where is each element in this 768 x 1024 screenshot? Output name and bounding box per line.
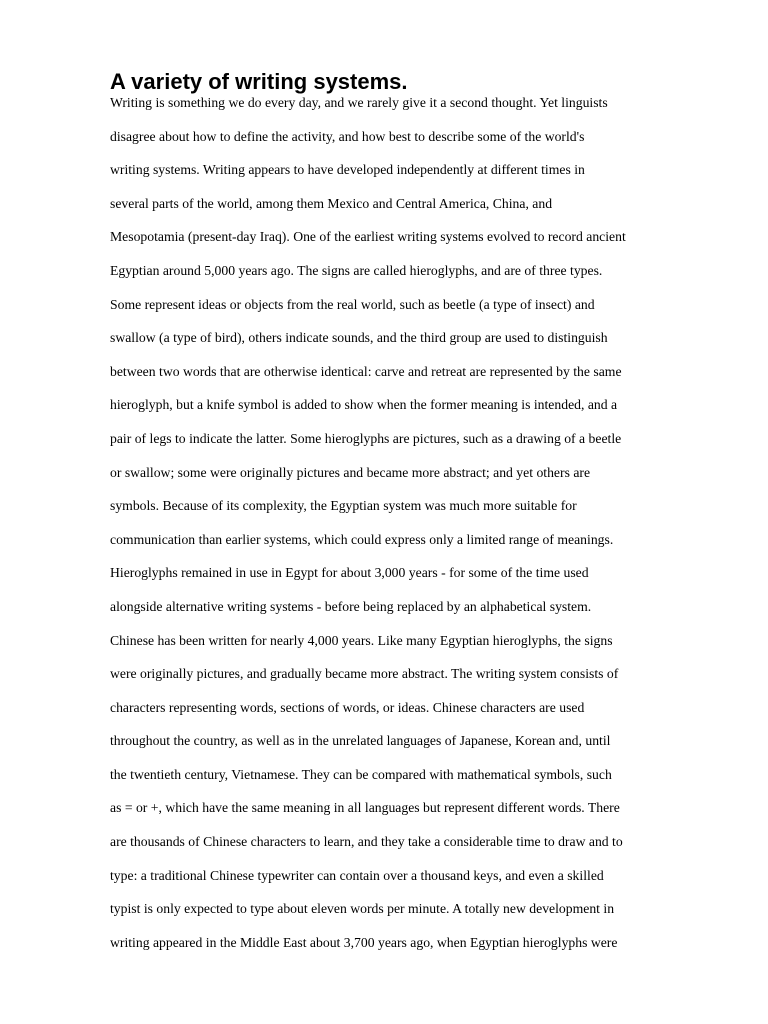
document-body (110, 92, 710, 965)
body-text-line: writing systems. Writing appears to have developed independently at different times in (110, 162, 585, 178)
document-title: A variety of writing systems. (110, 69, 408, 94)
body-text-line: are thousands of Chinese characters to learn, and they take a considerable time to draw and to (110, 834, 623, 850)
body-text-line: throughout the country, as well as in the unrelated languages of Japanese, Korean and, until (110, 733, 611, 749)
body-text-line: disagree about how to define the activity, and how best to describe some of the world's (110, 128, 585, 144)
body-text-line: Chinese has been written for nearly 4,000 years. Like many Egyptian hieroglyphs, the signs (110, 632, 613, 648)
body-text-line: symbols. Because of its complexity, the Egyptian system was much more suitable for (110, 498, 577, 514)
body-text-line: as = or +, which have the same meaning in all languages but represent different words. There (110, 800, 620, 816)
body-text-line: the twentieth century, Vietnamese. They can be compared with mathematical symbols, such (110, 766, 612, 782)
body-text-line: between two words that are otherwise identical: carve and retreat are represented by the same (110, 363, 622, 379)
body-text-line: communication than earlier systems, which could express only a limited range of meanings. (110, 531, 614, 547)
body-text-line: hieroglyph, but a knife symbol is added to show when the former meaning is intended, and a (110, 397, 618, 413)
body-text-line: Writing is something we do every day, and we rarely give it a second thought. Yet linguists (110, 95, 608, 110)
body-text-line: Mesopotamia (present-day Iraq). One of the earliest writing systems evolved to record ancient (110, 229, 626, 245)
body-text-line: were originally pictures, and gradually became more abstract. The writing system consists of (110, 666, 619, 682)
body-text-line: characters representing words, sections of words, or ideas. Chinese characters are used (110, 699, 585, 715)
body-text-line: Hieroglyphs remained in use in Egypt for about 3,000 years - for some of the time used (110, 565, 589, 581)
body-text-line: alongside alternative writing systems - before being replaced by an alphabetical system. (110, 598, 592, 614)
body-text-line: pair of legs to indicate the latter. Some hieroglyphs are pictures, such as a drawing of a beetle (110, 430, 622, 446)
body-text-line: writing appeared in the Middle East about 3,700 years ago, when Egyptian hieroglyphs were (110, 934, 618, 950)
body-text-line: swallow (a type of bird), others indicate sounds, and the third group are used to distinguish (110, 330, 608, 346)
body-text-line: Some represent ideas or objects from the real world, such as beetle (a type of insect) and (110, 296, 595, 312)
body-text-line: several parts of the world, among them Mexico and Central America, China, and (110, 195, 553, 211)
body-text-line: typist is only expected to type about eleven words per minute. A totally new development in (110, 901, 615, 917)
body-text-line: or swallow; some were originally pictures and became more abstract; and yet others are (110, 464, 591, 480)
body-text-line: type: a traditional Chinese typewriter can contain over a thousand keys, and even a skilled (110, 867, 604, 883)
body-text-line: Egyptian around 5,000 years ago. The signs are called hieroglyphs, and are of three types. (110, 262, 603, 278)
